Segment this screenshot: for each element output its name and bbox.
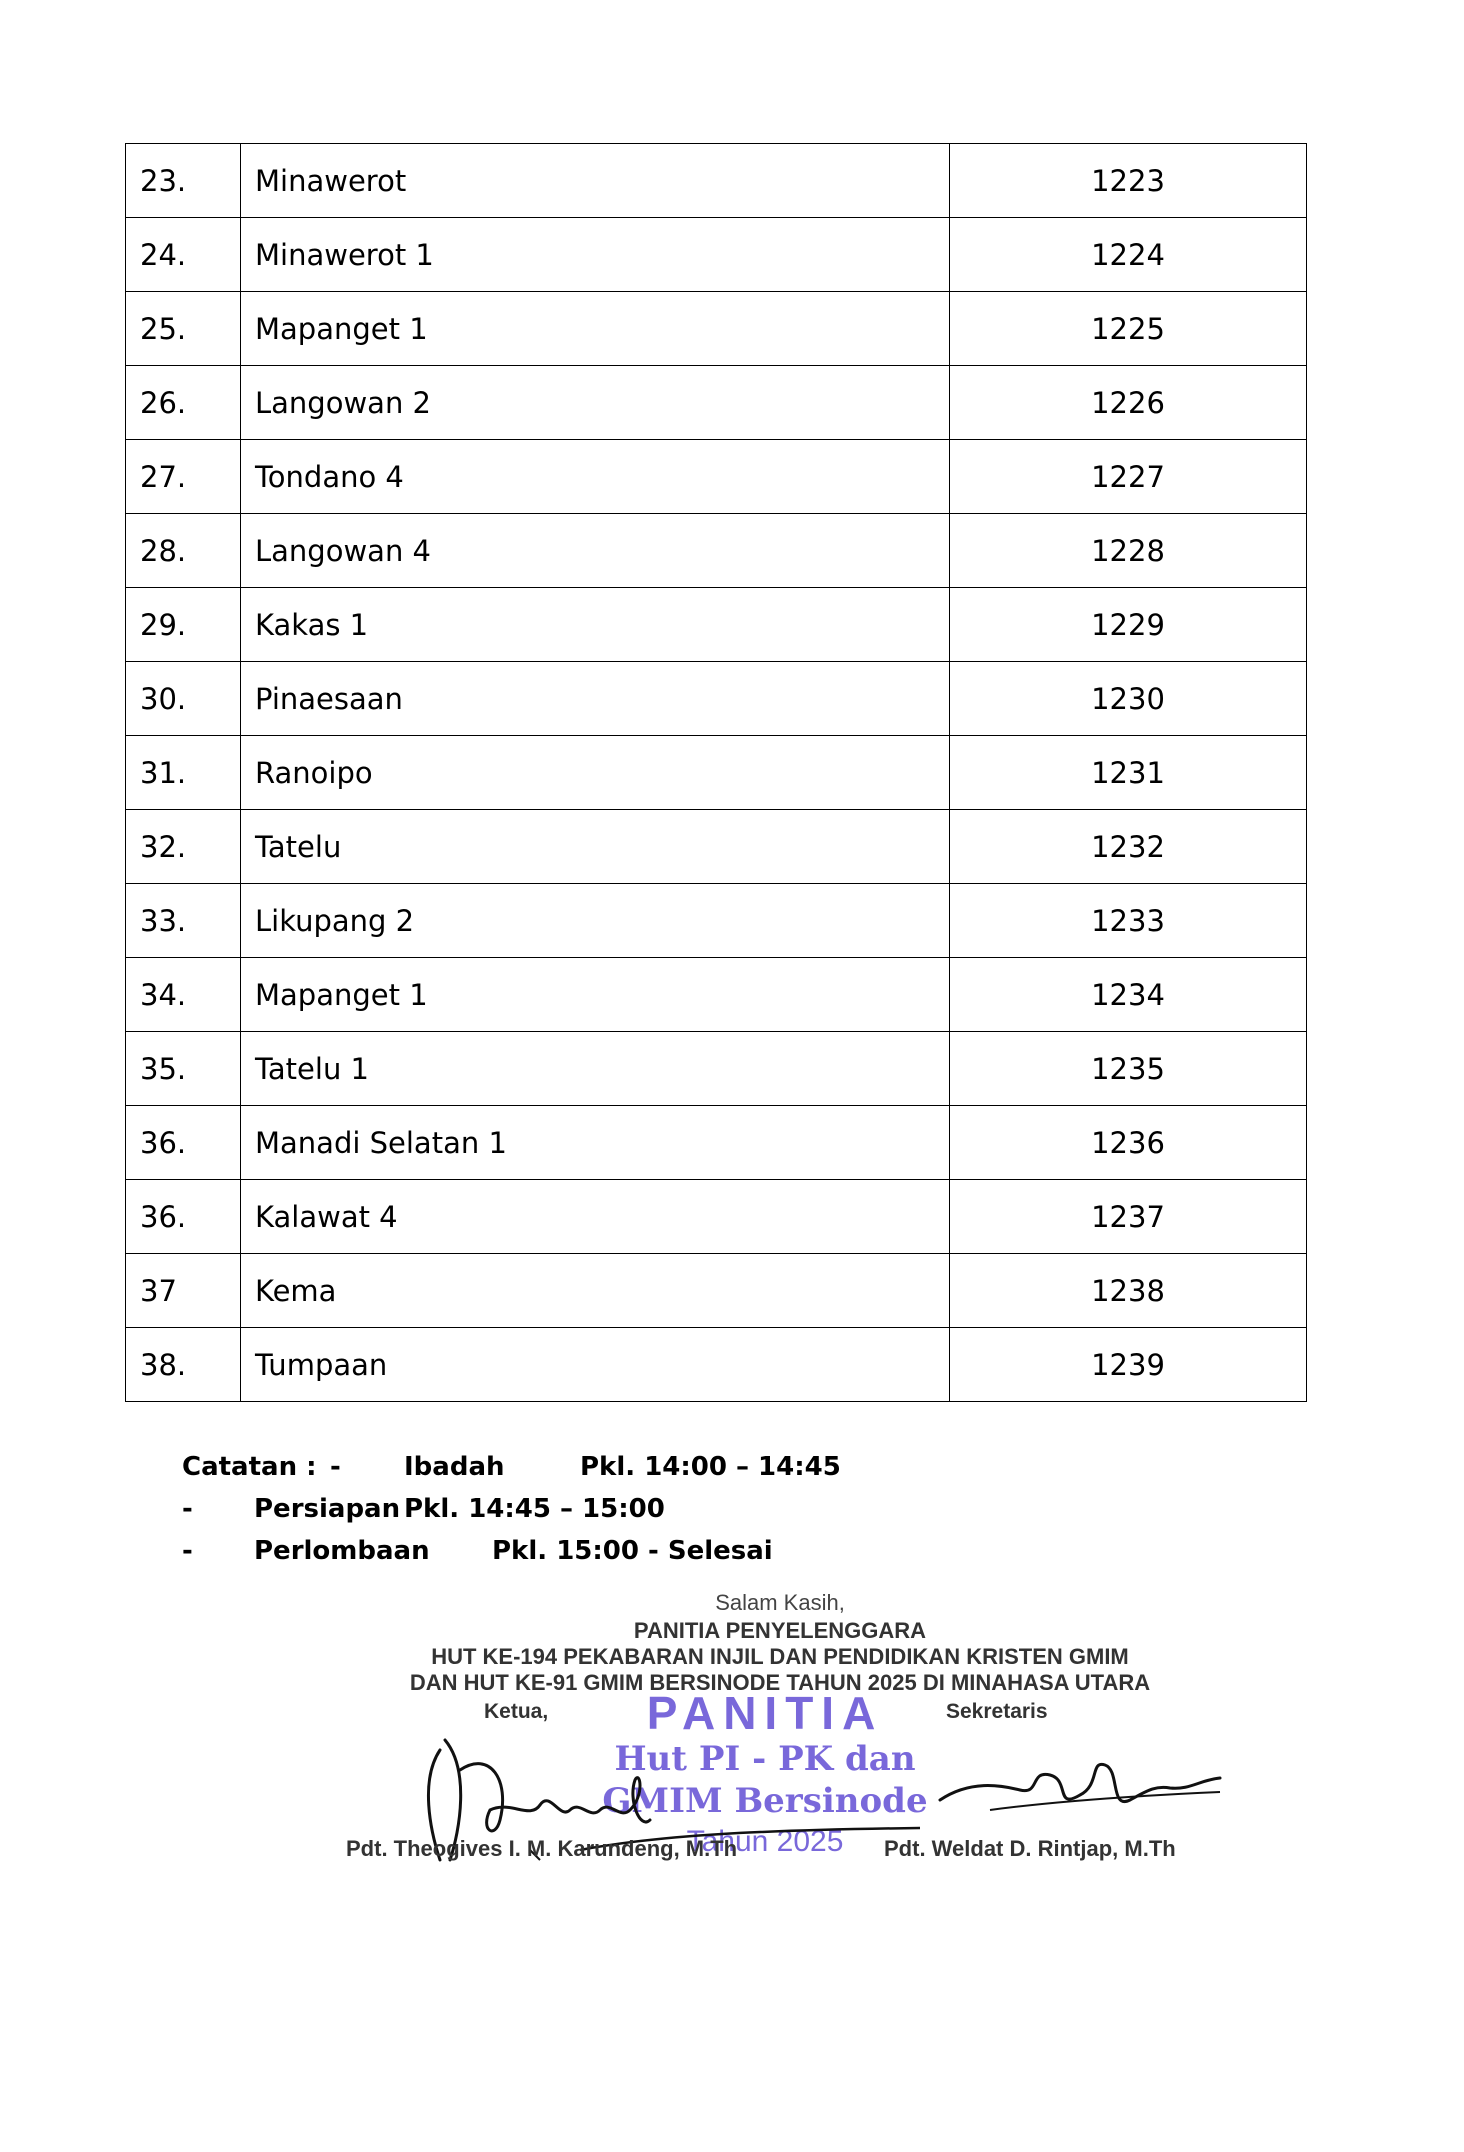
row-number: 24. <box>126 218 241 292</box>
event-line-1: HUT KE-194 PEKABARAN INJIL DAN PENDIDIKAN KRISTEN GMIM <box>431 1644 1129 1669</box>
participant-code: 1223 <box>950 144 1307 218</box>
congregation-name: Kakas 1 <box>241 588 950 662</box>
table-row <box>126 144 1307 218</box>
secretary-signature <box>930 1740 1230 1830</box>
row-number: 31. <box>126 736 241 810</box>
table-row <box>126 884 1307 958</box>
note-activity: Perlombaan <box>254 1536 430 1566</box>
participant-code: 1228 <box>950 514 1307 588</box>
note-activity: Ibadah <box>404 1452 505 1482</box>
role-secretary: Sekretaris <box>946 1700 1048 1723</box>
participant-code: 1235 <box>950 1032 1307 1106</box>
participant-code: 1236 <box>950 1106 1307 1180</box>
stamp-line: PANITIA <box>646 1687 884 1739</box>
participant-code: 1227 <box>950 440 1307 514</box>
participant-code: 1229 <box>950 588 1307 662</box>
table-row <box>126 588 1307 662</box>
congregation-name: Langowan 2 <box>241 366 950 440</box>
table-row <box>126 1106 1307 1180</box>
stamp-line: Hut PI - PK dan <box>614 1739 916 1779</box>
congregation-name: Minawerot <box>241 144 950 218</box>
congregation-name: Tatelu 1 <box>241 1032 950 1106</box>
row-number: 29. <box>126 588 241 662</box>
notes-label: Catatan : <box>182 1452 317 1482</box>
congregation-name: Tondano 4 <box>241 440 950 514</box>
row-number: 38. <box>126 1328 241 1402</box>
row-number: 26. <box>126 366 241 440</box>
table-row <box>126 1328 1307 1402</box>
row-number: 33. <box>126 884 241 958</box>
note-dash: - <box>182 1536 193 1566</box>
committee-name: PANITIA PENYELENGGARA <box>633 1618 927 1643</box>
event-line-2: DAN HUT KE-91 GMIM BERSINODE TAHUN 2025 DI MINAHASA UTARA <box>409 1670 1151 1695</box>
note-activity: Persiapan <box>254 1494 401 1524</box>
row-number: 32. <box>126 810 241 884</box>
participant-code: 1230 <box>950 662 1307 736</box>
stamp-line: Tahun 2025 <box>686 1825 844 1858</box>
participant-table <box>125 143 1307 1402</box>
table-row <box>126 1254 1307 1328</box>
table-row <box>126 366 1307 440</box>
table-row <box>126 1032 1307 1106</box>
note-dash: - <box>330 1452 341 1482</box>
congregation-name: Kema <box>241 1254 950 1328</box>
participant-code: 1232 <box>950 810 1307 884</box>
table-row <box>126 958 1307 1032</box>
table-row <box>126 736 1307 810</box>
participant-code: 1226 <box>950 366 1307 440</box>
note-time: Pkl. 14:45 – 15:00 <box>404 1494 665 1524</box>
participant-code: 1225 <box>950 292 1307 366</box>
table-row <box>126 514 1307 588</box>
row-number: 34. <box>126 958 241 1032</box>
signer-chair: Pdt. Theogives I. M. Karundeng, M.Th <box>346 1836 738 1861</box>
participant-code: 1233 <box>950 884 1307 958</box>
row-number: 35. <box>126 1032 241 1106</box>
table-row <box>126 218 1307 292</box>
congregation-name: Pinaesaan <box>241 662 950 736</box>
congregation-name: Kalawat 4 <box>241 1180 950 1254</box>
participant-code: 1234 <box>950 958 1307 1032</box>
note-time: Pkl. 15:00 - Selesai <box>492 1536 773 1566</box>
congregation-name: Minawerot 1 <box>241 218 950 292</box>
row-number: 30. <box>126 662 241 736</box>
greeting: Salam Kasih, <box>715 1590 845 1615</box>
closing-block <box>340 1590 1220 1696</box>
participant-code: 1239 <box>950 1328 1307 1402</box>
row-number: 37 <box>126 1254 241 1328</box>
note-dash: - <box>182 1494 193 1524</box>
signer-secretary: Pdt. Weldat D. Rintjap, M.Th <box>884 1836 1176 1861</box>
table-row <box>126 440 1307 514</box>
congregation-name: Manadi Selatan 1 <box>241 1106 950 1180</box>
congregation-name: Tatelu <box>241 810 950 884</box>
note-time: Pkl. 14:00 – 14:45 <box>580 1452 841 1482</box>
table-row <box>126 1180 1307 1254</box>
table-row <box>126 662 1307 736</box>
congregation-name: Mapanget 1 <box>241 958 950 1032</box>
row-number: 36. <box>126 1180 241 1254</box>
row-number: 28. <box>126 514 241 588</box>
congregation-name: Tumpaan <box>241 1328 950 1402</box>
role-chair: Ketua, <box>484 1700 549 1723</box>
participant-code: 1224 <box>950 218 1307 292</box>
congregation-name: Ranoipo <box>241 736 950 810</box>
row-number: 23. <box>126 144 241 218</box>
participant-code: 1238 <box>950 1254 1307 1328</box>
participant-code: 1237 <box>950 1180 1307 1254</box>
row-number: 27. <box>126 440 241 514</box>
participant-code: 1231 <box>950 736 1307 810</box>
congregation-name: Likupang 2 <box>241 884 950 958</box>
table-row <box>126 292 1307 366</box>
table-row <box>126 810 1307 884</box>
congregation-name: Mapanget 1 <box>241 292 950 366</box>
congregation-name: Langowan 4 <box>241 514 950 588</box>
row-number: 25. <box>126 292 241 366</box>
stamp-line: GMIM Bersinode <box>602 1781 928 1821</box>
row-number: 36. <box>126 1106 241 1180</box>
